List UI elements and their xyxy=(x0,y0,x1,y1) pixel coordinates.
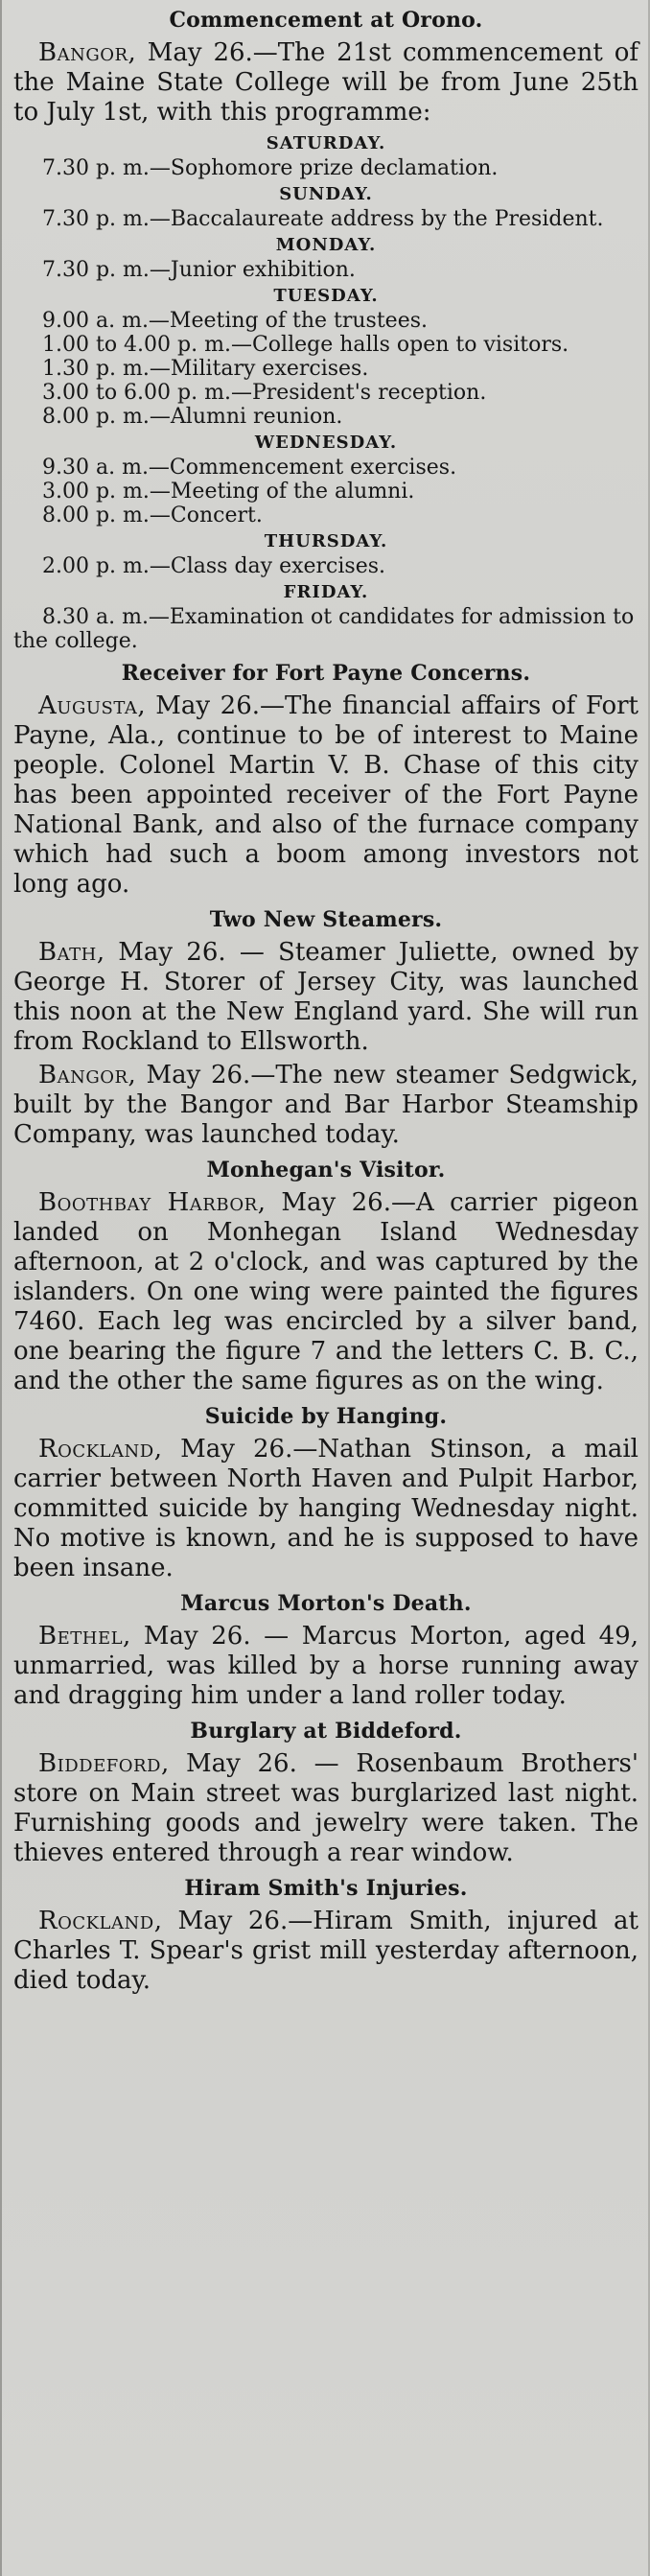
dateline: Bethel xyxy=(38,1622,124,1651)
day-heading: FRIDAY. xyxy=(283,582,369,602)
body-text: , May 26.—The financial affairs of Fort Payne, Ala., continue to be of interest to Maine people. Colonel Martin V. B. Chase of this city has been appointed receiver of the Fort Payne National Bank, and also of the furnace company which had such a boom among investors not long ago. xyxy=(13,691,638,899)
day-heading: SUNDAY. xyxy=(279,184,373,204)
article-body xyxy=(13,1061,638,1150)
schedule-day xyxy=(13,233,638,282)
schedule-entry: 7.30 p. m.—Baccalaureate address by the President. xyxy=(42,207,604,231)
body-text: , May 26. — Marcus Morton, aged 49, unmarried, was killed by a horse running away and dragging him under a land roller today. xyxy=(13,1622,638,1710)
article-body xyxy=(13,1749,638,1868)
headline: Two New Steamers. xyxy=(209,907,443,932)
body-text: , May 26. — Rosenbaum Brothers' store on Main street was burglarized last night. Furnishing goods and jewelry were taken. The thieves entered through a rear window. xyxy=(13,1749,638,1867)
schedule-entry: 2.00 p. m.—Class day exercises. xyxy=(42,554,385,578)
schedule-entry: 3.00 p. m.—Meeting of the alumni. xyxy=(42,480,415,503)
article-monhegan xyxy=(13,1154,638,1396)
body-text: , May 26. — Steamer Juliette, owned by George H. Storer of Jersey City, was launched this noon at the New England yard. She will run from Rockland to Ellsworth. xyxy=(13,938,638,1056)
day-heading: MONDAY. xyxy=(275,235,377,255)
dateline: Bangor xyxy=(38,38,128,67)
schedule-entry: 8.30 a. m.—Examination ot candidates for admission to the college. xyxy=(13,605,635,653)
article-body xyxy=(13,1435,638,1583)
schedule-entry: 7.30 p. m.—Junior exhibition. xyxy=(42,258,356,282)
headline: Suicide by Hanging. xyxy=(204,1404,448,1429)
schedule-day xyxy=(13,182,638,231)
body-text: , May 26.—Nathan Stinson, a mail carrier between North Haven and Pulpit Harbor, committed suicide by hanging Wednesday night. No motive is known, and he is supposed to have been insane. xyxy=(13,1435,638,1582)
dateline: Biddeford xyxy=(38,1749,161,1778)
headline: Burglary at Biddeford. xyxy=(190,1719,462,1744)
article-body xyxy=(13,938,638,1057)
schedule-day xyxy=(13,529,638,578)
dateline: Bath xyxy=(38,938,97,967)
body-text: , May 26.—A carrier pigeon landed on Monhegan Island Wednesday afternoon, at 2 o'clock, and was captured by the islanders. On one wing were painted the figures 7460. Each leg was encircled by a silver band, one bearing the figure 7 and the letters C. B. C., and the other the same figures as on the wing. xyxy=(13,1188,638,1395)
day-heading: THURSDAY. xyxy=(264,531,388,551)
article-body xyxy=(13,38,638,128)
schedule-entry: 7.30 p. m.—Sophomore prize declamation. xyxy=(42,156,499,180)
article-suicide xyxy=(13,1400,638,1583)
dateline: Bangor xyxy=(38,1061,128,1089)
article-burglary xyxy=(13,1715,638,1868)
body-text: , May 26.—Hiram Smith, injured at Charles T. Spear's grist mill yesterday afternoon, died today. xyxy=(13,1907,638,1995)
dateline: Rockland xyxy=(38,1907,154,1935)
headline: Monhegan's Visitor. xyxy=(206,1158,446,1183)
schedule-day xyxy=(13,431,638,527)
schedule-day xyxy=(13,580,638,653)
schedule-entry: 3.00 to 6.00 p. m.—President's reception. xyxy=(42,381,487,405)
schedule-day xyxy=(13,284,638,429)
headline: Receiver for Fort Payne Concerns. xyxy=(121,661,531,686)
article-body xyxy=(13,691,638,900)
article-commencement xyxy=(13,4,638,653)
day-heading: WEDNESDAY. xyxy=(254,433,398,453)
schedule-entry: 8.00 p. m.—Concert. xyxy=(42,503,263,527)
headline: Marcus Morton's Death. xyxy=(180,1591,472,1616)
schedule-entry: 9.30 a. m.—Commencement exercises. xyxy=(42,456,457,480)
schedule-entry: 9.00 a. m.—Meeting of the trustees. xyxy=(42,309,429,333)
schedule-entry: 8.00 p. m.—Alumni reunion. xyxy=(42,405,343,429)
body-text: , May 26.—The new steamer Sedgwick, built by the Bangor and Bar Harbor Steamship Company, was launched today. xyxy=(13,1061,638,1149)
dateline: Boothbay Harbor xyxy=(38,1188,258,1217)
article-hiram-smith xyxy=(13,1872,638,1996)
headline: Commencement at Orono. xyxy=(169,8,483,33)
day-heading: TUESDAY. xyxy=(273,286,379,306)
dateline: Rockland xyxy=(38,1435,154,1464)
schedule-entry: 1.00 to 4.00 p. m.—College halls open to visitors. xyxy=(42,333,569,357)
article-steamers xyxy=(13,903,638,1150)
schedule-entry: 1.30 p. m.—Military exercises. xyxy=(42,357,369,381)
body-text: , May 26.—The 21st commencement of the Maine State College will be from June 25th to July 1st, with this programme: xyxy=(13,38,638,127)
article-body xyxy=(13,1188,638,1396)
article-morton xyxy=(13,1587,638,1711)
schedule-day xyxy=(13,131,638,180)
article-body xyxy=(13,1622,638,1711)
dateline: Augusta xyxy=(38,691,138,720)
headline: Hiram Smith's Injuries. xyxy=(184,1876,468,1901)
article-fort-payne xyxy=(13,657,638,900)
day-heading: SATURDAY. xyxy=(266,133,386,153)
article-body xyxy=(13,1907,638,1996)
